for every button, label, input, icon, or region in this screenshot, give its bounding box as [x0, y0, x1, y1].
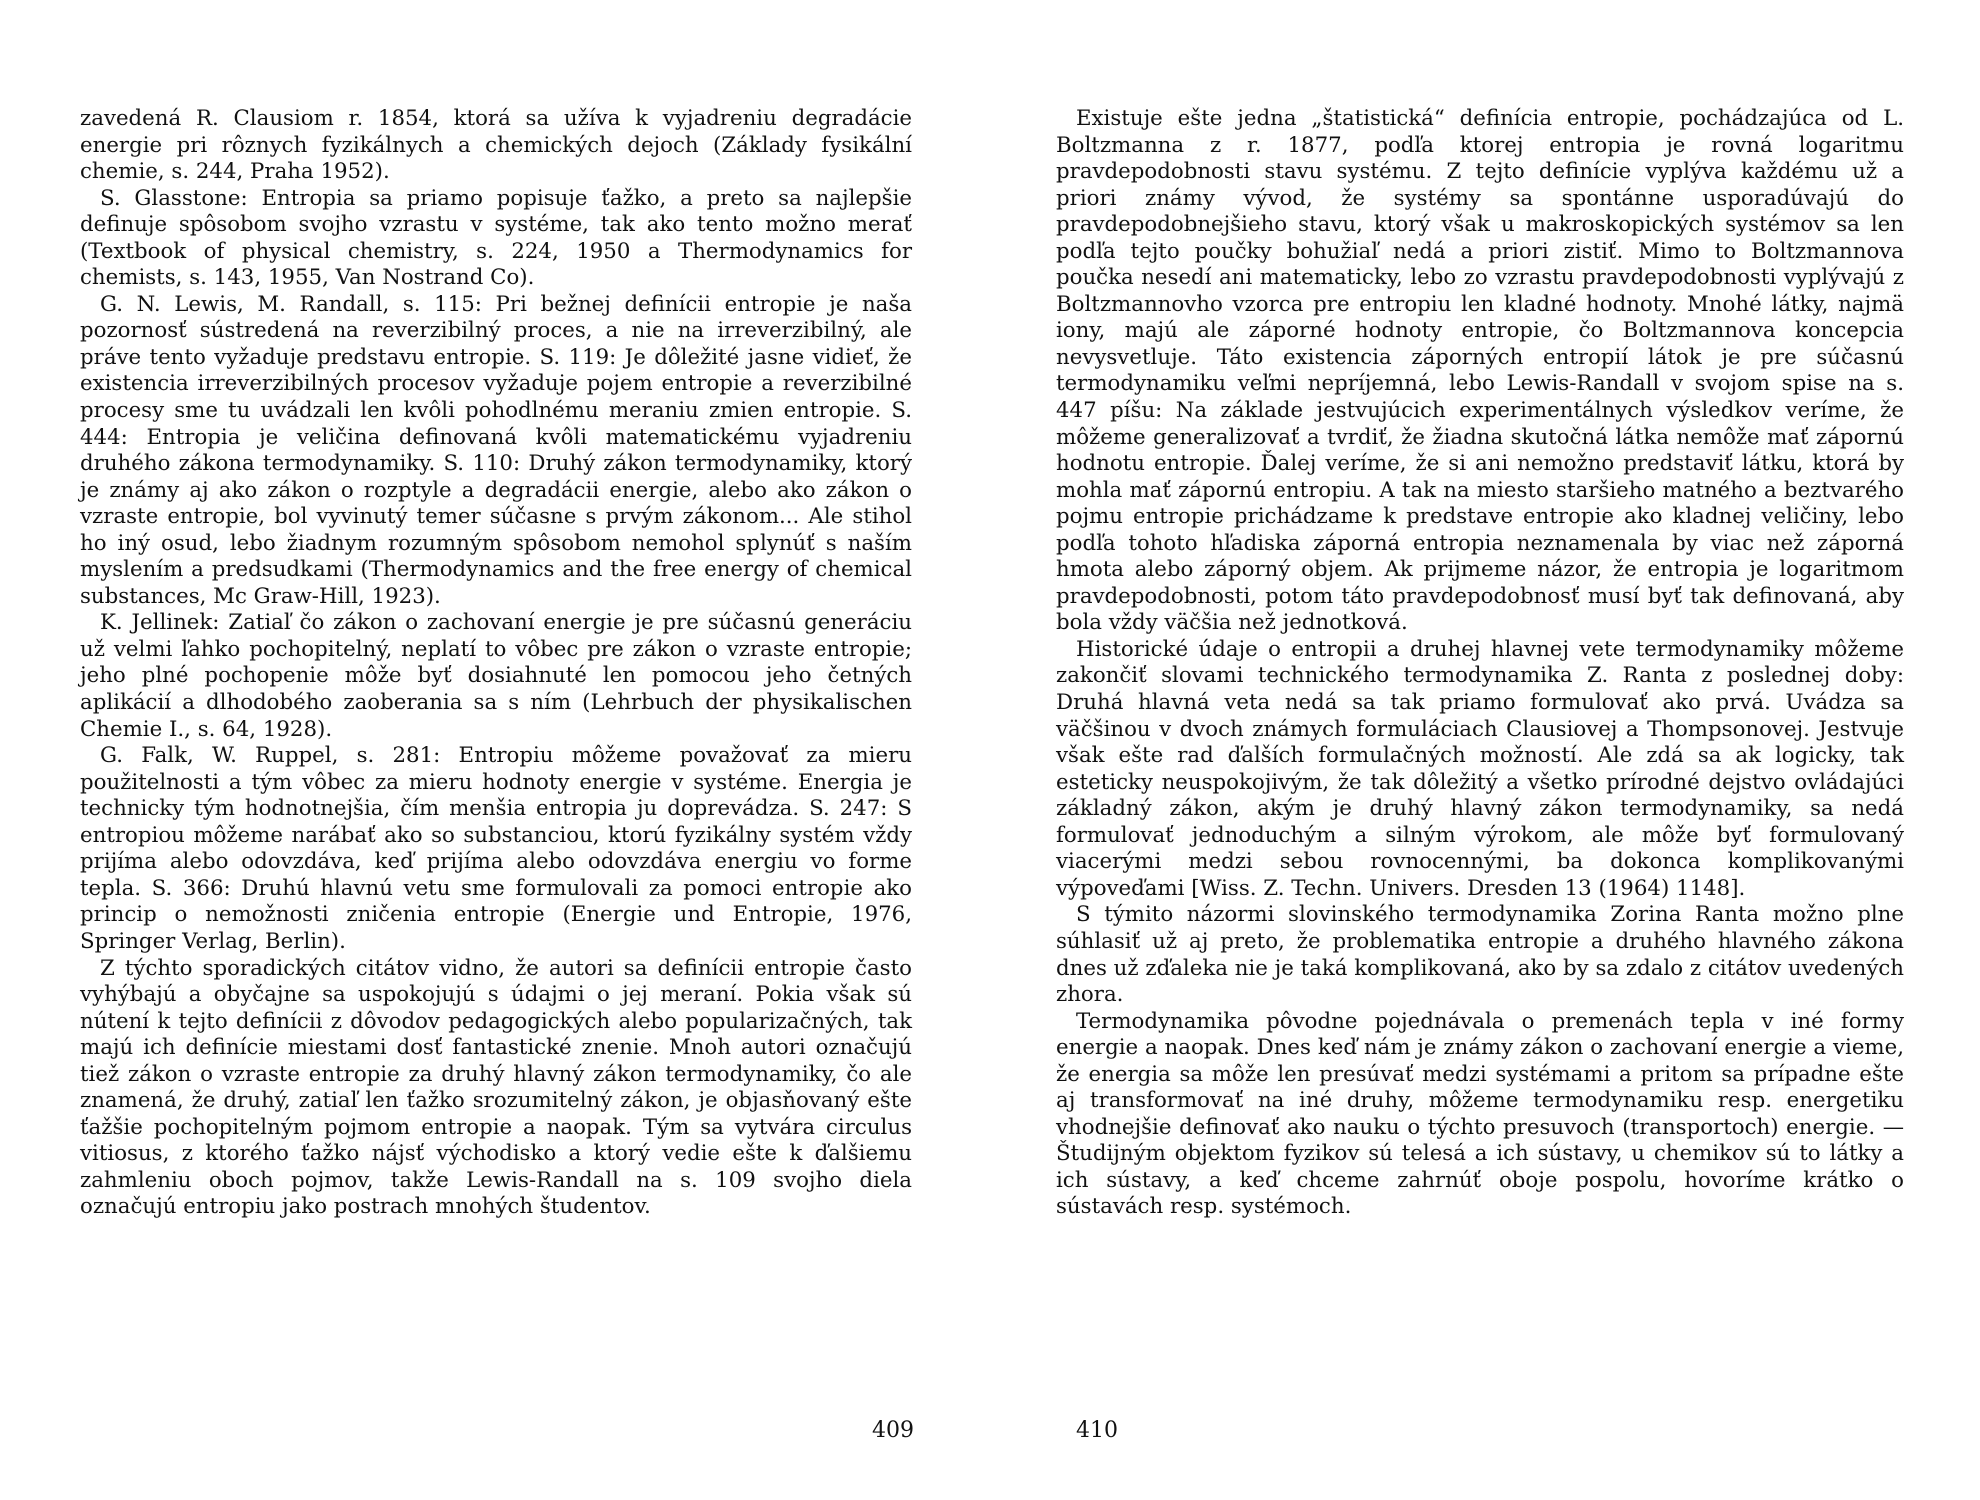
paragraph: G. N. Lewis, M. Randall, s. 115: Pri bežnej definícii entropie je naša pozornosť sústredená na reverzibilný proces, a nie na irreverzibilný, ale práve tento vyžaduje predstavu entropie. S. 119: Je dôležité jasne vidieť, že existencia irreverzibilných procesov vyžaduje pojem entropie a reverzibilné procesy sme tu uvádzali len kvôli pohodlnému meraniu zmien entropie. S. 444: Entropia je veličina definovaná kvôli matematickému vyjadreniu druhého zákona termodynamiky. S. 110: Druhý zákon termodynamiky, ktorý je známy aj ako zákon o rozptyle a degradácii energie, alebo ako zákon o vzraste entropie, bol vyvinutý temer súčasne s prvým zákonom... Ale stihol ho iný osud, lebo žiadnym rozumným spôsobom nemohol splynúť s naším myslením a predsudkami (Thermodynamics and the free energy of chemical substances, Mc Graw-Hill, 1923). — [80, 291, 912, 609]
paragraph: G. Falk, W. Ruppel, s. 281: Entropiu môžeme považovať za mieru použitelnosti a tým vôbec za mieru hodnoty energie v systéme. Energia je technicky tým hodnotnejšia, čím menšia entropia ju doprevádza. S. 247: S entropiou môžeme narábať ako so substanciou, ktorú fyzikálny systém vždy prijíma alebo odovzdáva, keď prijíma alebo odovzdáva energiu vo forme tepla. S. 366: Druhú hlavnú vetu sme formulovali za pomoci entropie ako princip o nemožnosti zničenia entropie (Energie und Entropie, 1976, Springer Verlag, Berlin). — [80, 743, 912, 954]
page-number: 410 — [1076, 1418, 1118, 1443]
paragraph: Z týchto sporadických citátov vidno, že autori sa definícii entropie často vyhýbajú a obyčajne sa uspokojujú s údajmi o jej meraní. Pokia však sú nútení k tejto definícii z dôvodov pedagogických alebo popularizačných, tak majú ich definície miestami dosť fantastické znenie. Mnoh autori označujú tiež zákon o vzraste entropie za druhý hlavný zákon termodynamiky, čo ale znamená, že druhý, zatiaľ len ťažko srozumitelný zákon, je objasňovaný ešte ťažšie pochopitelným pojmom entropie a naopak. Tým sa vytvára circulus vitiosus, z ktorého ťažko nájsť východisko a ktorý vedie ešte k ďalšiemu zahmleniu oboch pojmov, takže Lewis-Randall na s. 109 svojho diela označujú entropiu jako postrach mnohých študentov. — [80, 955, 912, 1220]
paragraph: zavedená R. Clausiom r. 1854, ktorá sa užíva k vyjadreniu degradácie energie pri rôznych fyzikálnych a chemických dejoch (Základy fysikální chemie, s. 244, Praha 1952). — [80, 106, 912, 185]
page-number: 409 — [872, 1418, 914, 1443]
right-page — [990, 0, 1980, 1500]
left-page-text — [80, 106, 912, 1221]
paragraph: S. Glasstone: Entropia sa priamo popisuje ťažko, a preto sa najlepšie definuje spôsobom svojho vzrastu v systéme, tak ako tento možno merať (Textbook of physical chemistry, s. 224, 1950 a Thermodynamics for chemists, s. 143, 1955, Van Nostrand Co). — [80, 185, 912, 291]
paragraph: Termodynamika pôvodne pojednávala o premenách tepla v iné formy energie a naopak. Dnes keď nám je známy zákon o zachovaní energie a vieme, že energia sa môže len presúvať medzi systémami a pritom sa prípadne ešte aj transformovať na iné druhy, môžeme termodynamiku resp. energetiku vhodnejšie definovať ako nauku o týchto presuvoch (transportoch) energie. — Študijným objektom fyzikov sú telesá a ich sústavy, u chemikov sú to látky a ich sústavy, a keď chceme zahrnúť oboje pospolu, hovoríme krátko o sústavách resp. systémoch. — [1056, 1008, 1904, 1220]
paragraph: S týmito názormi slovinského termodynamika Zorina Ranta možno plne súhlasiť už aj preto, že problematika entropie a druhého hlavného zákona dnes už zďaleka nie je taká komplikovaná, ako by sa zdalo z citátov uvedených zhora. — [1056, 902, 1904, 1008]
paragraph: Historické údaje o entropii a druhej hlavnej vete termodynamiky môžeme zakončiť slovami technického termodynamika Z. Ranta z poslednej doby: Druhá hlavná veta nedá sa tak priamo formulovať ako prvá. Uvádza sa väčšinou v dvoch známych formuláciach Clausiovej a Thompsonovej. Jestvuje však ešte rad ďalších formulačných možností. Ale zdá sa ak logicky, tak esteticky neuspokojivým, že tak dôležitý a všetko prírodné dejstvo ovládajúci základný zákon, akým je druhý hlavný zákon termodynamiky, sa nedá formulovať jednoduchým a silným výrokom, ale môže byť formulovaný viacerými medzi sebou rovnocennými, ba dokonca komplikovanými výpoveďami [Wiss. Z. Techn. Univers. Dresden 13 (1964) 1148]. — [1056, 636, 1904, 901]
paragraph: K. Jellinek: Zatiaľ čo zákon o zachovaní energie je pre súčasnú generáciu už velmi ľahko pochopitelný, neplatí to vôbec pre zákon o vzraste entropie; jeho plné pochopenie môže byť dosiahnuté len pomocou jeho četných aplikácií a dlhodobého zaoberania sa s ním (Lehrbuch der physikalischen Chemie I., s. 64, 1928). — [80, 610, 912, 742]
right-page-text — [1056, 106, 1904, 1221]
paragraph: Existuje ešte jedna „štatistická“ definícia entropie, pochádzajúca od L. Boltzmanna z r. 1877, podľa ktorej entropia je rovná logaritmu pravdepodobnosti stavu systému. Z tejto definície vyplýva každému už a priori známy vývod, že systémy sa spontánne usporadúvajú do pravdepodobnejšieho stavu, ktorý však u makroskopických systémov sa len podľa tejto poučky bohužiaľ nedá a priori zistiť. Mimo to Boltzmannova poučka nesedí ani matematicky, lebo zo vzrastu pravdepodobnosti vyplývajú z Boltzmannovho vzorca pre entropiu len kladné hodnoty. Mnohé látky, najmä iony, majú ale záporné hodnoty entropie, čo Boltzmannova koncepcia nevysvetluje. Táto existencia záporných entropií látok je pre súčasnú termodynamiku veľmi nepríjemná, lebo Lewis-Randall v svojom spise na s. 447 píšu: Na základe jestvujúcich experimentálnych výsledkov veríme, že môžeme generalizovať a tvrdiť, že žiadna skutočná látka nemôže mať zápornú hodnotu entropie. Ďalej veríme, že si ani nemožno predstaviť látku, ktorá by mohla mať zápornú entropiu. A tak na miesto staršieho matného a beztvarého pojmu entropie prichádzame k predstave entropie ako kladnej veličiny, lebo podľa tohoto hľadiska záporná entropia neznamenala by viac než záporná hmota alebo záporný objem. Ak prijmeme názor, že entropia je logaritmom pravdepodobnosti, potom táto pravdepodobnosť musí byť tak definovaná, aby bola vždy väčšia než jednotková. — [1056, 106, 1904, 636]
